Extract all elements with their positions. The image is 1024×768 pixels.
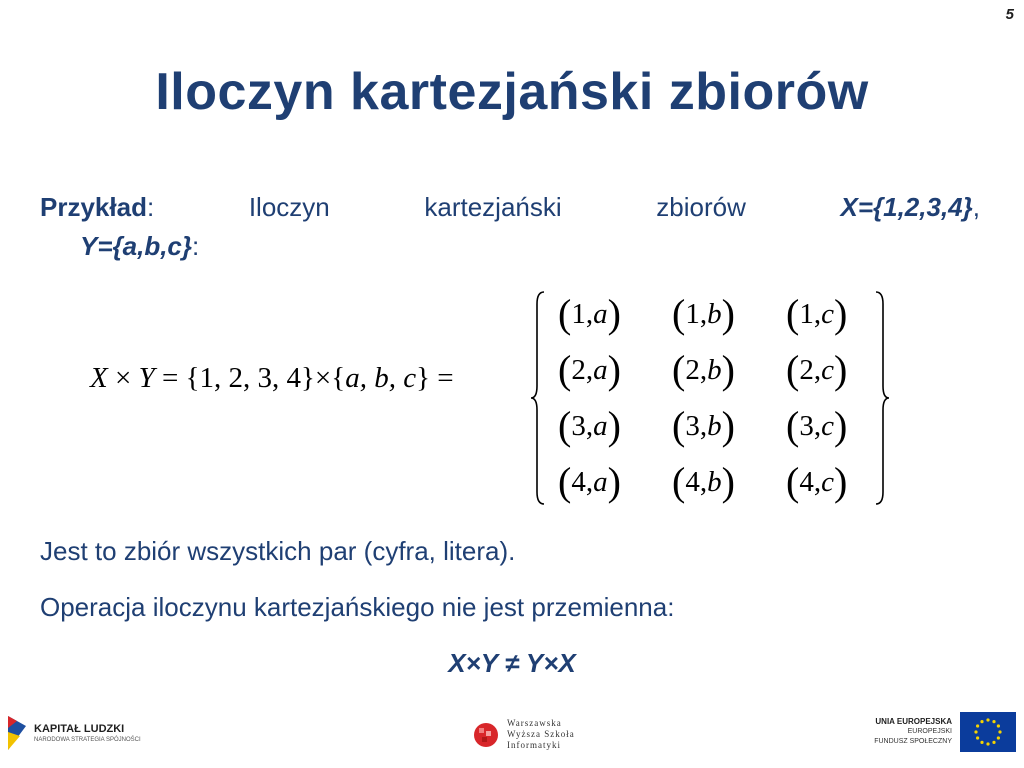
eq-var-y: Y [138,362,155,394]
paren-open: ( [672,459,686,504]
pair-cell [672,286,786,342]
paren-close: ) [833,459,848,504]
example-text-2: kartezjański [424,192,562,222]
eu-star [980,741,983,744]
set-y: Y={a,b,c} [80,231,193,261]
eq-equals-2: = [437,362,454,394]
wwsi-line-3: Informatyki [507,740,561,750]
pair-number: 2, [799,353,822,386]
pair-number: 2, [571,353,594,386]
eu-line-3: FUNDUSZ SPOŁECZNY [874,738,952,745]
page-number: 5 [1005,6,1014,23]
pair-number: 1, [571,297,594,330]
paren-close: ) [607,291,621,336]
paren-open: ( [558,291,572,336]
wwsi-line-1: Warszawska [507,718,562,728]
kapital-ludzki-logo [6,714,141,752]
equation-lhs [90,362,454,395]
example-label: Przykład [40,192,147,222]
eu-star [992,741,995,744]
eq-set-letters: a, b, c [345,362,417,394]
paren-close: ) [721,459,735,504]
pair-number: 1, [685,297,708,330]
kapital-ludzki-subtitle: NARODOWA STRATEGIA SPÓJNOŚCI [34,737,141,743]
pair-letter: b [707,297,722,330]
eq-times-2: × [314,362,332,394]
pair-cell [558,286,672,342]
description-line-2: Operacja iloczynu kartezjańskiego nie jest przemienna: [40,592,675,622]
pair-number: 3, [685,409,708,442]
eu-star [998,730,1001,733]
set-b-brace-close: } [416,362,430,394]
wwsi-logo [473,718,575,751]
pair-letter: a [593,465,608,498]
kapital-ludzki-icon [6,714,28,752]
eu-flag-icon [960,712,1016,752]
set-x: X={1,2,3,4} [840,192,973,222]
pair-cell [558,454,672,510]
pair-cell [786,454,900,510]
paren-close: ) [721,291,735,336]
paren-open: ( [786,403,800,448]
pair-cell [672,398,786,454]
pair-letter: a [593,353,608,386]
eu-star [986,742,989,745]
example-block [40,192,980,262]
pair-letter: b [707,353,722,386]
paren-open: ( [786,347,800,392]
eq-set-numbers: 1, 2, 3, 4 [199,362,301,394]
eq-equals-1: = [161,362,179,394]
slide-title: Iloczyn kartezjański zbiorów [155,63,869,121]
paren-close: ) [607,403,621,448]
pair-number: 1, [799,297,822,330]
result-matrix [530,286,890,510]
eu-star [974,730,977,733]
example-label-group: Przykład: [40,192,155,222]
pair-letter: b [707,465,722,498]
paren-close: ) [721,347,735,392]
pair-letter: a [593,409,608,442]
paren-close: ) [833,347,848,392]
example-text-1: Iloczyn [248,192,330,222]
pair-cell [786,342,900,398]
example-line-1 [40,192,980,223]
paren-close: ) [833,291,848,336]
eu-logo [874,712,1016,752]
set-a-brace-close: } [301,362,315,394]
pair-letter: c [821,465,834,498]
paren-open: ( [558,459,572,504]
paren-open: ( [786,459,800,504]
eu-star [976,724,979,727]
paren-close: ) [833,403,848,448]
pair-number: 4, [571,465,594,498]
paren-open: ( [558,347,572,392]
pair-letter: c [821,353,834,386]
example-line-2: Y={a,b,c}: [80,231,200,261]
non-commutative-formula: X×Y ≠ Y×X [448,648,576,678]
eu-star [997,736,1000,739]
description-line-1: Jest to zbiór wszystkich par (cyfra, litera). [40,536,516,566]
pair-cell [672,342,786,398]
pair-letter: c [821,409,834,442]
paren-close: ) [721,403,735,448]
pair-cell [558,398,672,454]
pair-number: 2, [685,353,708,386]
paren-open: ( [672,403,686,448]
eu-star [986,718,989,721]
set-b-brace-open: { [331,362,346,394]
eu-star [976,736,979,739]
paren-close: ) [607,347,621,392]
pair-letter: a [593,297,608,330]
eu-star [992,720,995,723]
pair-number: 3, [799,409,822,442]
paren-open: ( [786,291,800,336]
pair-letter: c [821,297,834,330]
cartesian-equation [90,286,910,516]
paren-open: ( [558,403,572,448]
pair-cell [558,342,672,398]
pair-number: 3, [571,409,594,442]
wwsi-icon [473,722,499,748]
eq-var-x: X [90,362,108,394]
paren-close: ) [607,459,621,504]
pair-cell [786,286,900,342]
pair-cell [786,398,900,454]
eq-times-1: × [114,362,132,394]
pair-number: 4, [799,465,822,498]
eu-line-2: EUROPEJSKI [907,728,952,735]
kapital-ludzki-title: KAPITAŁ LUDZKI [34,723,125,735]
pair-number: 4, [685,465,708,498]
example-text-3: zbiorów [656,192,746,222]
wwsi-line-2: Wyższa Szkoła [507,729,575,739]
eu-star [997,724,1000,727]
pair-letter: b [707,409,722,442]
eu-star [980,720,983,723]
paren-open: ( [672,291,686,336]
set-x-group: X={1,2,3,4}, [840,192,980,222]
paren-open: ( [672,347,686,392]
pair-cell [672,454,786,510]
eu-title: UNIA EUROPEJSKA [875,717,952,726]
pair-grid [558,286,900,510]
set-a-brace-open: { [185,362,200,394]
matrix-brace-left [530,290,546,506]
footer-logos [0,708,1024,768]
